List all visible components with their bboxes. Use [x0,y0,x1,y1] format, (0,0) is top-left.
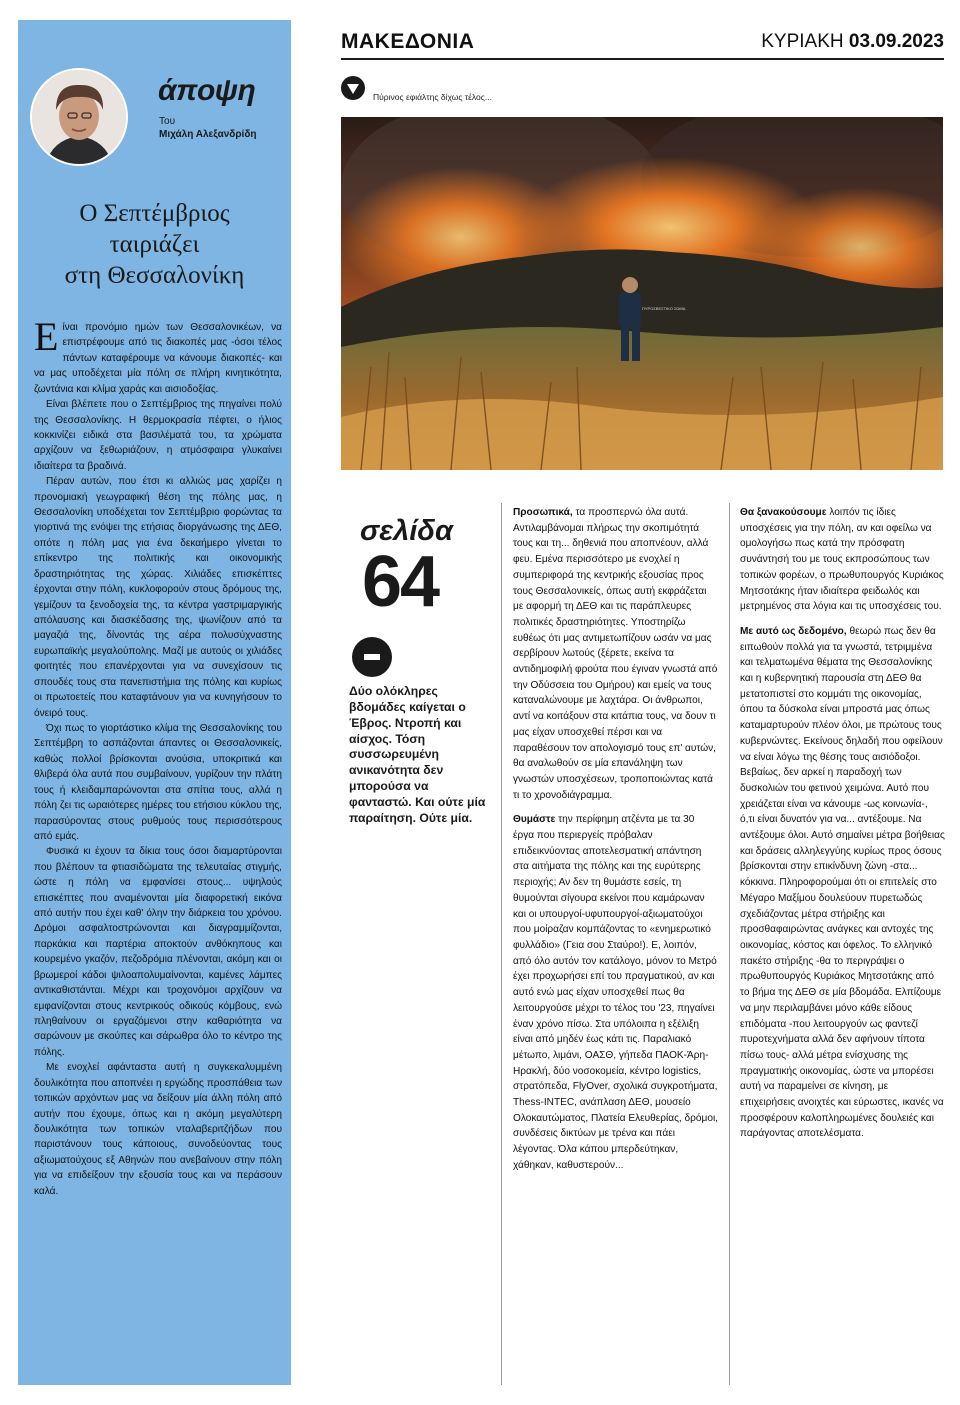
triangle-down-icon [341,76,365,100]
column-divider [729,503,730,1385]
article-paragraph: Όχι πως το γιορτάστικο κλίμα της Θεσσαλονίκης του Σεπτέμβρη το ασπάζονται άπαντες οι Θεσσαλονικείς, καθώς πολλοί βρίσκονται ανούσια, υποκριτικά και θλιβερά όλα αυτά που συμβαίνουν, γυρίζουν την πλάτη τους ή κλειδαμπαρώνονται στα σπίτια τους, αλλά η πόλη ζει τις ωραιότερες ημέρες του ετήσιου κύκλου της, παρασύροντας στους ρυθμούς τους περισσότερους από εμάς. [34,722,282,842]
headline-line: ταιριάζει [109,231,200,258]
page-masthead [341,26,944,60]
article-paragraph: Πέραν αυτών, που έτσι κι αλλιώς μας χαρίζει η προνομιακή γεωγραφική θέση της πόλης μας, η Θεσσαλονίκη υποδέχεται τον Σεπτέμβριο φορώντας τα γιορτινά της ενόψει της ετήσιας διοργάνωσης της ΔΕΘ, οπότε η πόλη μας για ένα δεκαήμερο γίνεται το επίκεντρο της πολιτικής και οικονομικής δραστηριότητας της χώρας. Χιλιάδες επισκέπτες έρχονται στην πόλη, κυκλοφορούν στους δρόμους της, γεμίζουν τα ξενοδοχεία της, τα κέντρα γαστριμαργικής απόλαυσης και διασκέδασης της, ψωνίζουν από τα μαγαζιά της, δίνοντάς της αέρα πολυσύχναστης ευρωπαϊκής μεγαλούπολης. Μαζί με αυτούς οι χιλιάδες φοιτητές που επανέρχονται για να συνεχίσουν τις σπουδές τους στα πανεπιστήμια της πόλης και κυρίως οι πρωτοετείς που καταφτάνουν για να κυνηγήσουν το όνειρό τους. [34,476,282,719]
byline-prefix: Του [159,116,176,127]
issue-date-value: 03.09.2023 [848,31,944,52]
svg-text:ΠΥΡΟΣΒΕΣΤΙΚΟ ΣΩΜΑ: ΠΥΡΟΣΒΕΣΤΙΚΟ ΣΩΜΑ [642,306,686,311]
paragraph-lead: Θα ξανακούσουμε [740,507,827,518]
page-number: 64 [362,542,439,622]
article-paragraph [513,812,718,1173]
paragraph-lead: Με αυτό ως δεδομένο, [740,625,847,637]
wildfire-scene-icon [341,117,943,470]
issue-day: ΚΥΡΙΑΚΗ [761,31,844,52]
photo-caption-row [341,76,641,102]
section-label: άποψη [158,74,256,107]
article-paragraph: Με ενοχλεί αφάνταστα αυτή η συγκεκαλυμμένη δουλικότητα που αποπνέει η εργώδης προσπάθεια των τοπικών αρχόντων μας να δείξουν μία άλλη πόλη από αυτήν που έχουμε, όπως και η ακόμη μεγαλύτερη δουλικότητα των τοπικών νταλαβεριτζήδων που παριστάνουν τους κάποιους, συνοδεύοντας τους αξιωματούχους εξ Αθηνών που ανεβαίνουν στην πόλη για να επιδείξουν την εξουσία τους και να περάσουν καλά. [34,1062,282,1197]
article-column-middle [513,505,718,1174]
issue-date [761,31,944,53]
newspaper-name: ΜΑΚΕΔΟΝΙΑ [341,30,475,53]
article-paragraph: Φυσικά κι έχουν τα δίκια τους όσοι διαμαρτύρονται που βλέπουν τα φτιασιδώματα της τελευταίας στιγμής, ώστε η πόλη να εμφανίσει στους... υψηλούς επισκέπτες που αναμένονται μία διαφορετική εικόνα από αυτήν που έχει καθ' όλην την διάρκεια του χρόνου. Δρόμοι ασφαλτοστρώνονται και διαγραμμίζονται, παρκάκια και παρτέρια αποκτούν ανθόκηπους και κουρεμένο γκαζόν, πεζοδρόμια πλένονται, ακόμη και οι βρωμεροί κάδοι ψιλοαπολυμαίνονται, καμένες λάμπες αντικαθιστάνται. Μέχρι και τροχονόμοι αρχίζουν να εμφανίζονται στους κεντρικούς οδικούς κόμβους, ενώ πληθαίνουν οι εργαζόμενοι στην καθαριότητα να σαρώνουν με σκούπες και σάρωθρα όλο το κέντρο της πόλης. [34,846,282,1058]
article-column-right [740,505,945,1142]
article-body [34,314,282,1199]
minus-note: Δύο ολόκληρες βδομάδες καίγεται ο Έβρος. Ντροπή και αίσχος. Τόση συσσωρευμένη ανικανότητα δεν μπορούσα να φανταστώ. Και ούτε μία παραίτηση. Ούτε μία. [349,684,486,825]
column-divider [501,503,502,1385]
author-portrait-icon [32,70,126,164]
article-paragraph [740,624,945,1142]
article-paragraph [740,505,945,615]
headline-line: στη Θεσσαλονίκη [64,262,245,289]
page-label: σελίδα [360,515,453,547]
headline-line: Ο Σεπτέμβριος [79,200,230,227]
photo-caption: Πύρινος εφιάλτης δίχως τέλος... [373,92,492,102]
article-paragraph: Είναι βλέπετε που ο Σεπτέμβριος της πηγαίνει πολύ της Θεσσαλονίκης. Η θερμοκρασία πέφτει, ο ήλιος κοκκινίζει ειδικά στα βασιλέματά του, τα χρώματα αρχίζουν να ξεθωριάζουν, η ατμόσφαιρα γλυκαίνει ιδιαίτερα τα βραδινά. [34,399,282,472]
article-paragraph [34,314,282,397]
paragraph-lead: Θυμάστε [513,814,556,826]
paragraph-text: την περίφημη ατζέντα με τα 30 έργα που περιεργείς πρόβαλαν επιδεικνύοντας αποτελεσματική απάντηση στα αιτήματα της πόλης και της ευρύτερης περιοχής; Αν δεν τη θυμάστε εσείς, τη θυμούνται σίγουρα εκείνοι που καμάρωναν και οι υπουργοί-υφυπουργοί-αξιωματούχοι που μοίραζαν κομπάζοντας το «ενημερωτικό φυλλάδιο» (Γεια σου Σταύρο!). Ε, λοιπόν, από όλο αυτόν τον κατάλογο, μόνον το Μετρό έχει προχωρήσει επί του πραγματικού, αν και αυτό ενώ μας είχαν υποσχεθεί πως θα λειτουργούσε μέχρι το τέλος του '23, πηγαίνει έναν χρόνο πίσω. Στα υπόλοιπα η εξέλιξη είναι από μηδέν έως κάτι τις. Παραλιακό μέτωπο, λιμάνι, ΟΑΣΘ, γήπεδα ΠΑΟΚ-Άρη-Ηρακλή, δύο νοσοκομεία, κέντρο logistics, στρατόπεδα, FlyOver, σχολικά συγκροτήματα, Thess-INTEC, ανάπλαση ΔΕΘ, μουσείο Ολοκαυτώματος, Πλατεία Ελευθερίας, δρόμοι, συνδέσεις δικτύων με τρένα και πάει λέγοντας. Όλα κάπου μπερδεύτηκαν, χάθηκαν, καθυστερούν... [513,814,718,1171]
paragraph-text: λοιπόν τις ίδιες υποσχέσεις για την πόλη, αν και οφείλω να ομολογήσω πως κατά την πρόσφατη συνάντησή του με τους εκπροσώπους των τοπικών φορέων, ο πρωθυπουργός Κυριάκος Μητσοτάκης ήταν ιδιαίτερα φειδωλός και μετρημένος στα λόγια και τις υποσχέσεις του. [740,507,944,613]
opinion-sidebar [18,20,291,1385]
drop-cap: Ε [34,314,59,359]
minus-bar [364,654,380,660]
wildfire-photo [341,117,943,470]
paragraph-text: τα προσπερνώ όλα αυτά. Αντιλαμβάνομαι πλήρως την σκοπιμότητά τους και τη... δηθενιά που αποπνέουν, αλλά φευ. Εμένα περισσότερο με ενοχλεί η συμπεριφορά της κεντρικής εξουσίας προς τους Θεσσαλονικείς, όπως αυτή εκφράζεται με αφορμή τη ΔΕΘ και τις παράπλευρες πολιτικές δραστηριότητες. Υποστηρίζω ευθέως ότι μας αντιμετωπίζουν ωσάν να μας σερβίρουν λωτούς (ξέρετε, εκείνα τα αντιδημοφιλή φρούτα που έγιναν γνωστά από την Οδύσσεια του Ομήρου) και εμείς να τους καταναλώνουμε με λαχτάρα. Οι άνθρωποι, αντί να κοιτάξουν στα κιτάπια τους, να δουν τι μας είχαν υποσχεθεί πέρσι και να παραθέσουν τον απολογισμό τους επ' αυτών, θα αναλωθούν σε μία επανάληψη των γνωστών υποσχέσεων, τροποποιώντας κατά τι το χρονοδιάγραμμα. [513,507,718,801]
paragraph-lead: Προσωπικά, [513,507,573,518]
paragraph-text: ίναι προνόμιο ημών των Θεσσαλονικέων, να επιστρέφουμε από τις διακοπές μας -όσοι τέλος πάντων καταφέρουμε να κάνουμε διακοπές- και να μας υποδέχεται μία πόλη σε πλήρη κινητικότητα, ζωντάνια και κλίμα χαράς και αισιοδοξίας. [34,322,282,395]
author-name: Μιχάλη Αλεξανδρίδη [159,129,257,140]
author-avatar [30,68,128,166]
paragraph-text: θεωρώ πως δεν θα ειπωθούν πολλά για τα γνωστά, τετριμμένα και τελματωμένα θέματα της Θεσσαλονίκης και η κυβερνητική παρουσία στη ΔΕΘ θα μετατοπιστεί στο κομμάτι της οικονομίας, όπου τα δύσκολα είναι μπροστά μας όπως καταμαρτυρούν πλέον όλοι, με πρώτους τους κυβερνώντες. Εκείνους δηλαδή που οφείλουν να είναι λόγω της θέσης τους αισιόδοξοι. Βεβαίως, δεν αρκεί η παραδοχή των δυσκολιών του φετινού χειμώνα. Αυτό που χρειάζεται είναι να κάνουμε -ως κοινωνία-, ό,τι είναι δυνατόν για να... αντέξουμε. Να αντέξουμε όλοι. Αυτό σημαίνει μέτρα βοήθειας και δράσεις αλληλεγγύης κυρίως προς όσους βρίσκονται στην επικίνδυνη ζώνη -στα... κόκκινα. Πληροφορούμαι ότι οι επιτελείς στο Μέγαρο Μαξίμου δουλεύουν πυρετωδώς σχεδιάζοντας μέτρα στήριξης και προσθαφαιρώντας ανάγκες και αντοχές της οικονομίας, κόστος και όφελος. Το ελληνικό πακέτο στήριξης -θα το περιγράψει ο πρωθυπουργός Κυριάκος Μητσοτάκης από το βήμα της ΔΕΘ σε μία βδομάδα. Ελπίζουμε να μην περιλαμβάνει μόνο κάθε είδους επιδόματα -που λειτουργούν ως φαντεζί πυροτεχνήματα αλλά δεν αφήνουν τίποτα πίσω τους- αλλά μέτρα ενίσχυσης της πραγματικής οικονομίας, ώστε να μπορέσει αυτή να παραμείνει σε κίνηση, με επιχειρήσεις ανοιχτές και εύρωστες, ικανές να προσφέρουν καλοπληρωμένες δουλειές και παράγοντας αποτελέσματα. [740,625,945,1140]
article-paragraph [513,505,718,803]
article-headline [18,198,291,291]
